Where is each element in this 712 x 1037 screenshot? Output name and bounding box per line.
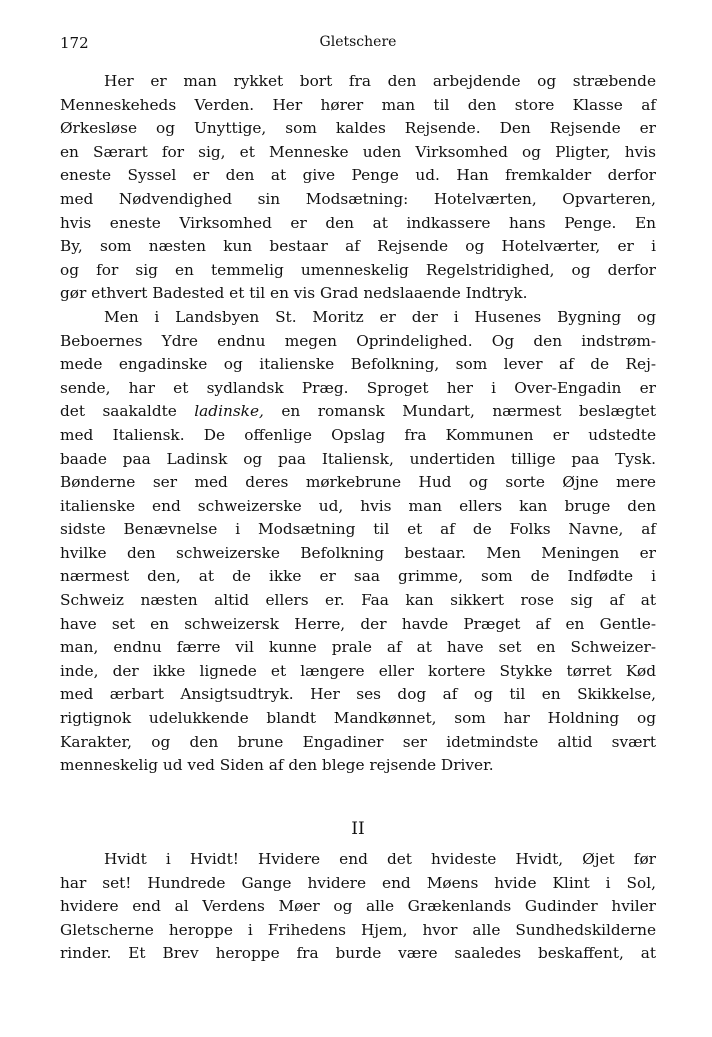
section-2-text <box>60 848 656 966</box>
text-line: og for sig en temmelig umenneskelig Regelstridighed, og derfor <box>60 260 656 279</box>
text-line: nærmest den, at de ikke er saa grimme, som de Indfødte i <box>60 567 656 586</box>
text-line: har set! Hundrede Gange hvidere end Møens hvide Klint i Sol, <box>60 873 656 892</box>
text-line: menneskelig ud ved Siden af den blege rejsende Driver. <box>60 756 494 775</box>
page-number: 172 <box>60 34 89 52</box>
text-line: Karakter, og den brune Engadiner ser idetmindste altid svært <box>60 732 656 751</box>
text-line: baade paa Ladinsk og paa Italiensk, undertiden tillige paa Tysk. <box>60 449 656 468</box>
text-line: en Særart for sig, et Menneske uden Virksomhed og Pligter, hvis <box>60 142 656 161</box>
text-line: Schweiz næsten altid ellers er. Faa kan sikkert rose sig af at <box>60 591 656 610</box>
text-segment: en romansk Mundart, nærmest beslægtet <box>263 402 656 421</box>
text-line: sidste Benævnelse i Modsætning til et af de Folks Navne, af <box>60 520 656 539</box>
text-line: have set en schweizersk Herre, der havde Præget af en Gentle- <box>60 614 656 633</box>
text-line: inde, der ikke lignede et længere eller kortere Stykke tørret Kød <box>60 661 656 680</box>
text-line: By, som næsten kun bestaar af Rejsende og Hotelværter, er i <box>60 237 656 256</box>
text-line: med Nødvendighed sin Modsætning: Hotelværten, Opvarteren, <box>60 189 656 208</box>
text-line: hvidere end al Verdens Møer og alle Grækenlands Gudinder hviler <box>60 897 656 916</box>
text-line: med Italiensk. De offenlige Opslag fra Kommunen er udstedte <box>60 425 656 444</box>
text-line: Her er man rykket bort fra den arbejdende og stræbende <box>104 72 656 90</box>
text-segment: det saakaldte <box>60 402 195 421</box>
text-line: hvilke den schweizerske Befolkning bestaar. Men Meningen er <box>60 543 656 562</box>
section-1-text <box>60 70 656 778</box>
text-line: sende, har et sydlandsk Præg. Sproget her i Over-Engadin er <box>60 378 656 397</box>
text-line: med ærbart Ansigtsudtryk. Her ses dog af og til en Skikkelse, <box>60 685 656 704</box>
text-line: Bønderne ser med deres mørkebrune Hud og sorte Øjne mere <box>60 473 656 492</box>
text-line: Ørkesløse og Unyttige, som kaldes Rejsende. Den Rejsende er <box>60 119 656 138</box>
text-line: rigtignok udelukkende blandt Mandkønnet, som har Holdning og <box>60 709 656 728</box>
text-line: hvis eneste Virksomhed er den at indkassere hans Penge. En <box>60 213 656 232</box>
text-line-with-italic <box>60 400 656 424</box>
section-number: II <box>351 819 365 839</box>
text-line: italienske end schweizerske ud, hvis man ellers kan bruge den <box>60 496 656 515</box>
text-line: Men i Landsbyen St. Moritz er der i Husenes Bygning og <box>104 307 656 326</box>
text-line: Beboernes Ydre endnu megen Oprindelighed. Og den indstrøm- <box>60 331 656 350</box>
text-line: gør ethvert Badested et til en vis Grad nedslaaende Indtryk. <box>60 284 528 303</box>
text-line: mede engadinske og italienske Befolkning, som lever af de Rej- <box>60 355 656 374</box>
text-line: man, endnu færre vil kunne prale af at have set en Schweizer- <box>60 638 656 657</box>
running-title: Gletschere <box>319 34 397 50</box>
text-line: Menneskeheds Verden. Her hører man til den store Klasse af <box>60 95 656 114</box>
text-line: Gletscherne heroppe i Frihedens Hjem, hvor alle Sundhedskilderne <box>60 920 656 939</box>
text-line: eneste Syssel er den at give Penge ud. Han fremkalder derfor <box>60 166 656 185</box>
running-head <box>60 30 656 56</box>
text-line: rinder. Et Brev heroppe fra burde være saaledes beskaffent, at <box>60 944 656 963</box>
italic-word: ladinske, <box>194 402 264 421</box>
text-line: Hvidt i Hvidt! Hvidere end det hvideste Hvidt, Øjet før <box>104 850 656 868</box>
